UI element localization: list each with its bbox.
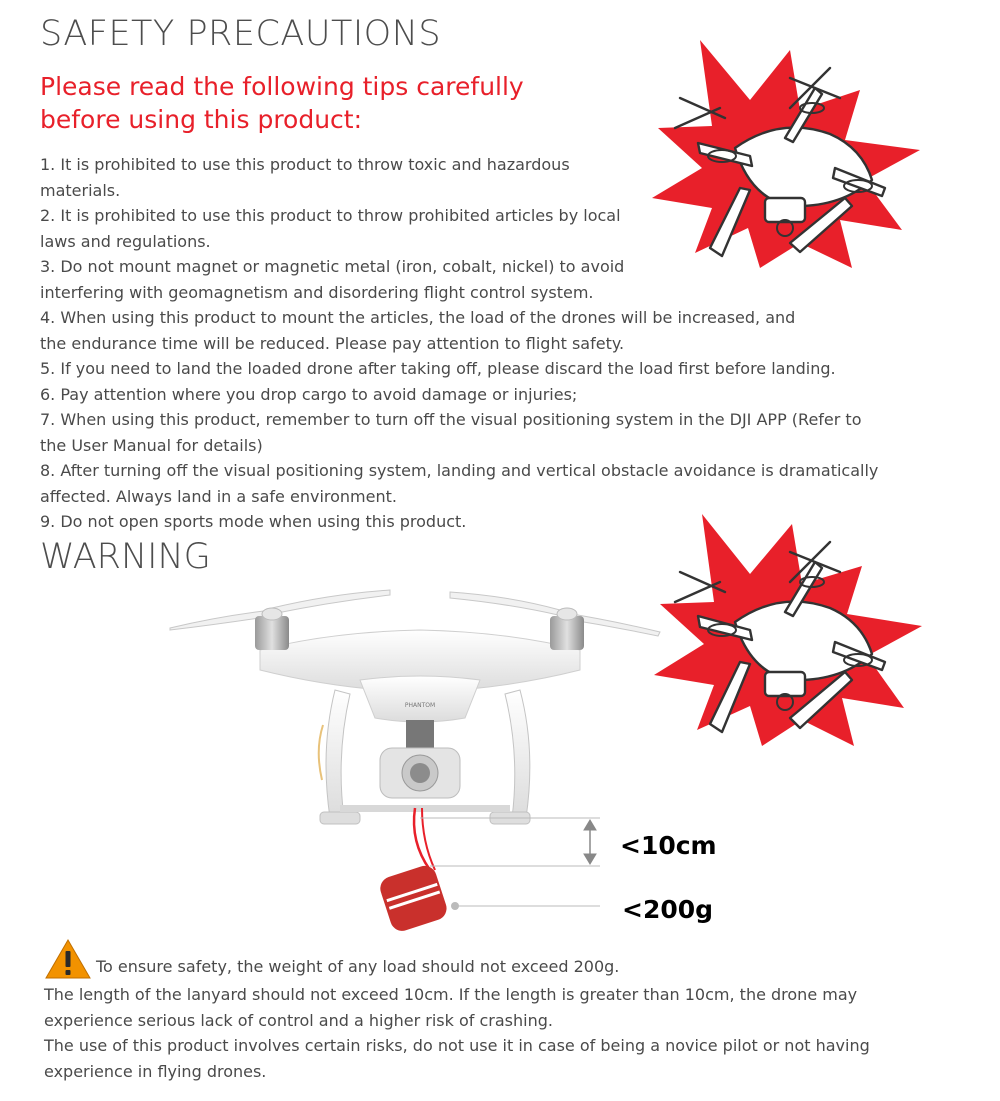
warning-title: WARNING <box>40 537 211 577</box>
tip-item: 2. It is prohibited to use this product to throw prohibited articles by local laws and regulations. <box>40 206 621 251</box>
distance-label: <10cm <box>620 831 717 860</box>
tip-item: 5. If you need to land the loaded drone after taking off, please discard the load first before landing. <box>40 359 836 378</box>
double-arrow-icon <box>584 820 596 864</box>
weight-label: <200g <box>622 895 714 924</box>
page-title: SAFETY PRECAUTIONS <box>40 14 442 54</box>
warning-notes <box>44 982 964 1084</box>
tip-item: 6. Pay attention where you drop cargo to avoid damage or injuries; <box>40 384 578 404</box>
tip-item: 9. Do not open sports mode when using this product. <box>40 512 467 531</box>
tip-item: 3. Do not mount magnet or magnetic metal (iron, cobalt, nickel) to avoid interfering with geomagnetism and disordering flight control system. <box>40 257 625 302</box>
drone-load-illustration <box>160 580 720 945</box>
drone-brand: PHANTOM <box>404 702 436 709</box>
tip-item: 8. After turning off the visual positioning system, landing and vertical obstacle avoidance is dramatically affected. Always land in a safe environment. <box>40 461 879 506</box>
tip-item: 4. When using this product to mount the articles, the load of the drones will be increased, and the endurance time will be reduced. Please pay attention to flight safety. <box>40 308 796 353</box>
warning-note: The use of this product involves certain risks, do not use it in case of being a novice pilot or not having experience in flying drones. <box>44 1036 870 1081</box>
warning-alert-text: To ensure safety, the weight of any load should not exceed 200g. <box>96 957 620 976</box>
starburst-drone-illustration <box>640 38 930 270</box>
warning-triangle-icon <box>44 938 92 980</box>
page-subtitle: Please read the following tips carefully before using this product: <box>40 72 524 134</box>
tip-item: 1. It is prohibited to use this product to throw toxic and hazardous materials. <box>40 155 570 200</box>
tip-item: 7. When using this product, remember to turn off the visual positioning system in the DJI APP (Refer to the User Manual for details) <box>40 410 862 455</box>
warning-note: The length of the lanyard should not exceed 10cm. If the length is greater than 10cm, the drone may experience serious lack of control and a higher risk of crashing. <box>44 985 858 1030</box>
